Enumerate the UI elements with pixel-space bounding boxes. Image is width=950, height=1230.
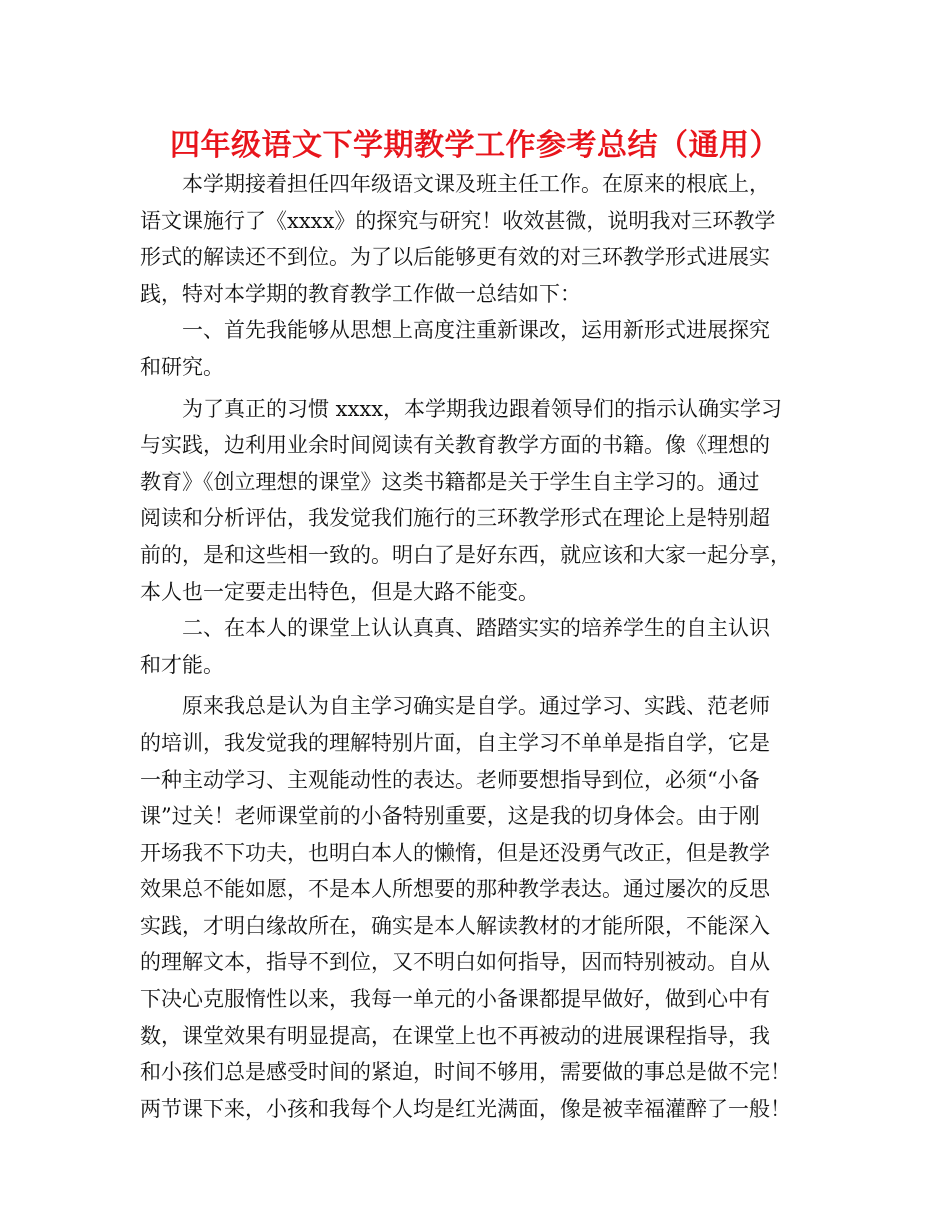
text-line: 语文课施行了《xxxx》的探究与研究！收效甚微，说明我对三环教学 [140, 208, 776, 233]
paragraph-section-two-heading [140, 610, 830, 683]
text-line: 的培训，我发觉我的理解特别片面，自主学习不单单是指自学，它是 [140, 730, 770, 755]
text-line: 阅读和分析评估，我发觉我们施行的三环教学形式在理论上是特别超 [140, 506, 770, 531]
paragraph-section-two-body [140, 688, 830, 1127]
text-line: 为了真正的习惯 xxxx，本学期我边跟着领导们的指示认确实学习 [182, 396, 783, 421]
text-line: 本人也一定要走出特色，但是大路不能变。 [140, 579, 539, 604]
text-line: 一种主动学习、主观能动性的表达。老师要想指导到位，必须“小备 [140, 767, 760, 792]
text-line: 原来我总是认为自主学习确实是自学。通过学习、实践、范老师 [182, 694, 770, 719]
document-body [140, 166, 830, 1127]
text-line: 前的，是和这些相一致的。明白了是好东西，就应该和大家一起分享， [140, 542, 791, 567]
text-line: 二、在本人的课堂上认认真真、踏踏实实的培养学生的自主认识 [182, 616, 770, 641]
text-line: 下决心克服惰性以来，我每一单元的小备课都提早做好，做到心中有 [140, 987, 770, 1012]
text-line: 数，课堂效果有明显提高，在课堂上也不再被动的进展课程指导，我 [140, 1023, 770, 1048]
text-line: 本学期接着担任四年级语文课及班主任工作。在原来的根底上， [182, 172, 770, 196]
text-line: 和研究。 [140, 354, 224, 379]
paragraph-section-one-heading [140, 312, 830, 385]
text-line: 实践，才明白缘故所在，确实是本人解读教材的才能所限，不能深入 [140, 913, 770, 938]
text-line: 践，特对本学期的教育教学工作做一总结如下： [140, 281, 581, 306]
text-line: 教育》《创立理想的课堂》这类书籍都是关于学生自主学习的。通过 [140, 469, 760, 494]
text-line: 两节课下来，小孩和我每个人均是红光满面，像是被幸福灌醉了一般！ [140, 1096, 791, 1121]
text-line: 开场我不下功夫，也明白本人的懒惰，但是还没勇气改正，但是教学 [140, 840, 770, 865]
text-line: 与实践，边利用业余时间阅读有关教育教学方面的书籍。像《理想的 [140, 433, 770, 458]
document-title: 四年级语文下学期教学工作参考总结（通用） [170, 128, 780, 163]
text-line: 的理解文本，指导不到位，又不明白如何指导，因而特别被动。自从 [140, 950, 770, 975]
text-line: 形式的解读还不到位。为了以后能够更有效的对三环教学形式进展实 [140, 245, 770, 270]
text-line: 效果总不能如愿，不是本人所想要的那种教学表达。通过屡次的反思 [140, 877, 770, 902]
text-line: 课”过关！老师课堂前的小备特别重要，这是我的切身体会。由于刚 [140, 804, 760, 829]
text-line: 和才能。 [140, 652, 224, 677]
paragraph-intro [140, 166, 830, 312]
paragraph-section-one-body [140, 391, 830, 611]
text-line: 和小孩们总是感受时间的紧迫，时间不够用，需要做的事总是做不完！ [140, 1060, 791, 1085]
text-line: 一、首先我能够从思想上高度注重新课改，运用新形式进展探究 [182, 318, 770, 343]
